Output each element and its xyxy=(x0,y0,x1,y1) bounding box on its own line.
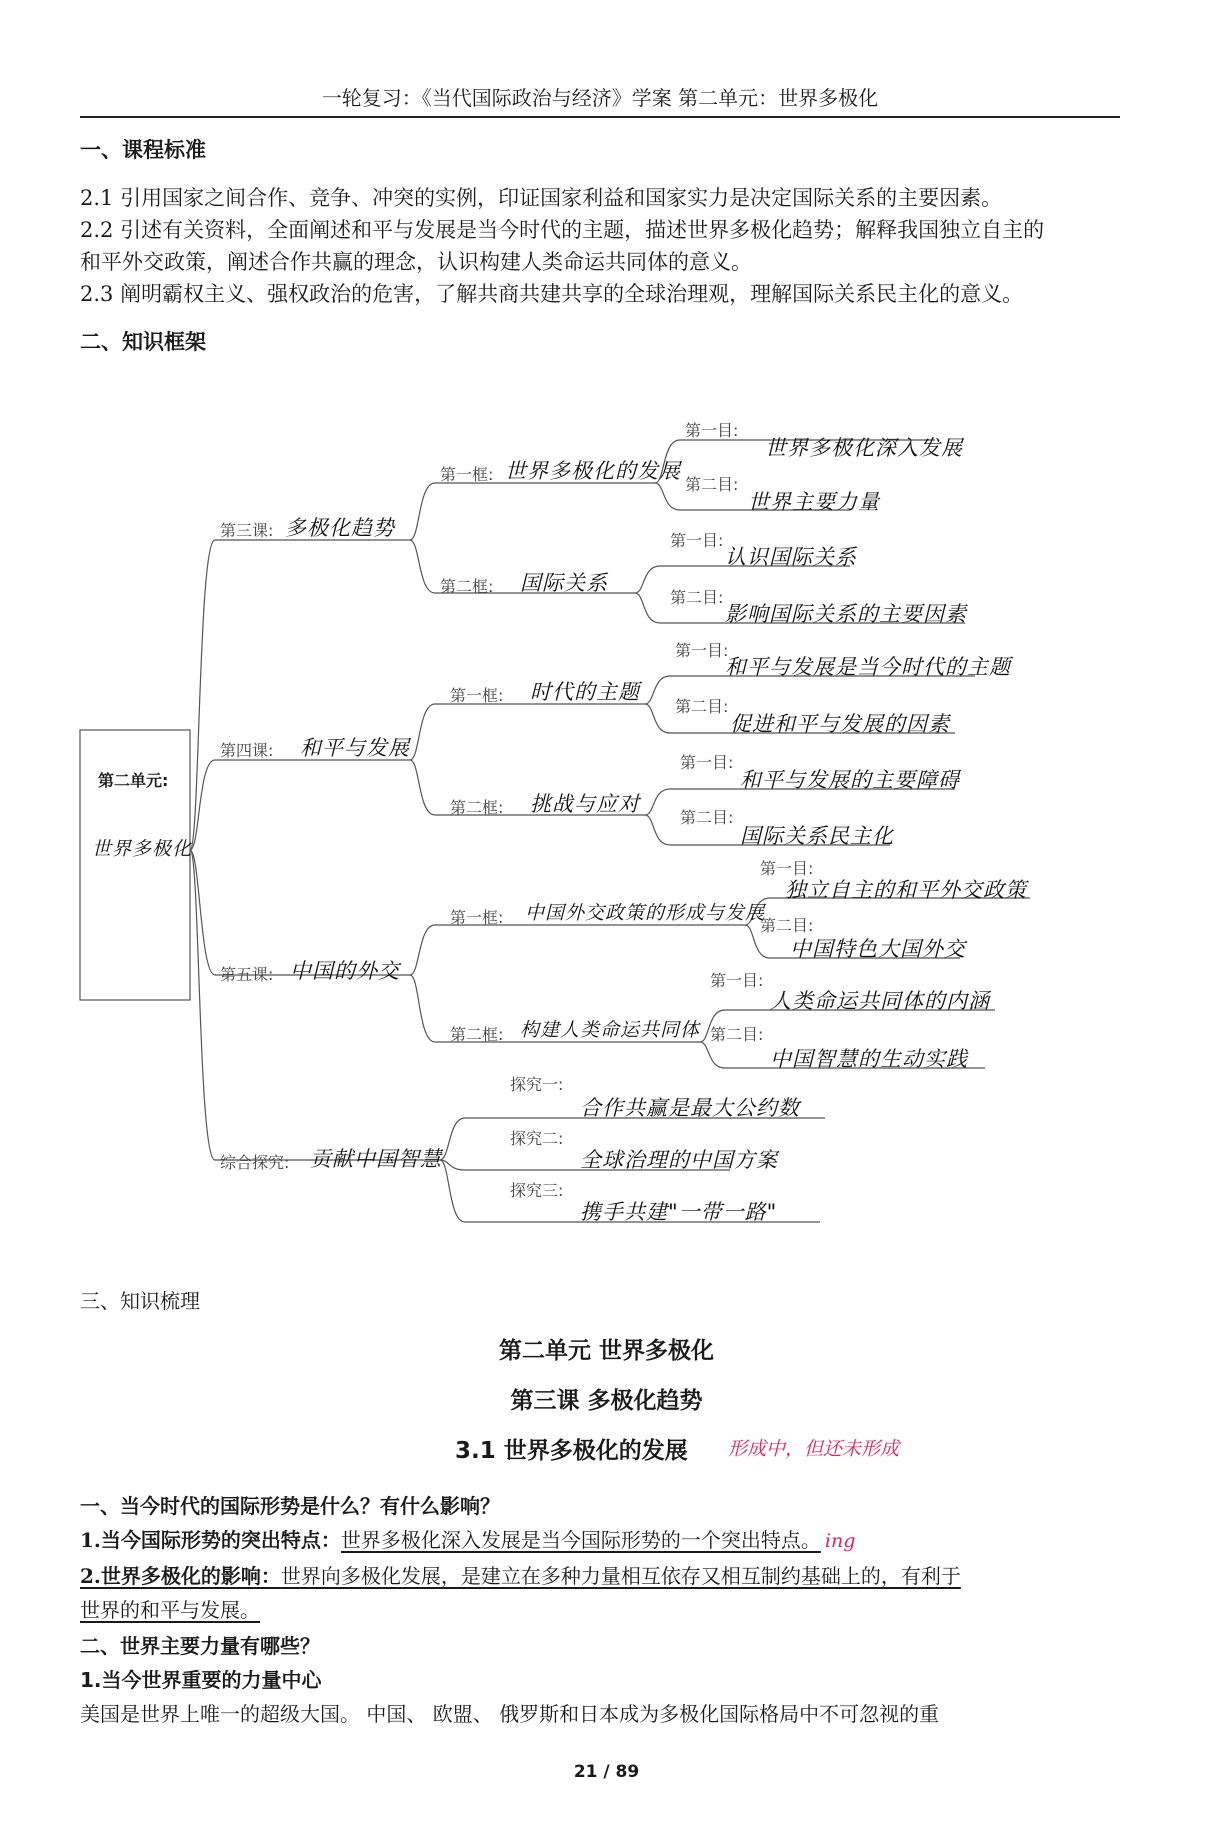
l4-f2-item-1-label: 第一目: xyxy=(680,753,734,772)
l5-frame-2-text: 构建人类命运共同体 xyxy=(520,1019,701,1041)
l4-frame-2-text: 挑战与应对 xyxy=(530,792,640,816)
standard-line-3: 和平外交政策，阐述合作共赢的理念，认识构建人类命运共同体的意义。 xyxy=(80,250,752,274)
standard-line-4: 2.3 阐明霸权主义、强权政治的危害，了解共商共建共享的全球治理观，理解国际关系民主化的意义。 xyxy=(80,282,1024,306)
l4-f1-item-2-text: 促进和平与发展的因素 xyxy=(730,712,950,736)
lesson-5-text: 中国的外交 xyxy=(290,959,400,983)
l4-frame-1-text: 时代的主题 xyxy=(530,680,640,704)
l3-f2-item-1-text: 认识国际关系 xyxy=(725,545,857,569)
l5-f2-item-1-text: 人类命运共同体的内涵 xyxy=(770,989,990,1013)
l5-f1-item-1-label: 第一目: xyxy=(760,859,814,878)
lesson-3-label: 第三课: xyxy=(220,521,274,540)
topic-title: 3.1 世界多极化的发展 xyxy=(455,1438,688,1464)
p1-text: 世界多极化深入发展是当今国际形势的一个突出特点。 xyxy=(340,1528,821,1552)
exploration-2-label: 探究二: xyxy=(510,1129,564,1148)
l5-f1-item-2-text: 中国特色大国外交 xyxy=(790,937,966,961)
section-heading-standards: 一、课程标准 xyxy=(80,138,206,162)
l5-f2-item-2-label: 第二目: xyxy=(710,1025,764,1044)
l4-f2-item-2-text: 国际关系民主化 xyxy=(740,824,894,848)
l5-f1-item-1-text: 独立自主的和平外交政策 xyxy=(785,878,1027,902)
l3-f1-item-1-label: 第一目: xyxy=(685,421,739,440)
lesson-4-text: 和平与发展 xyxy=(300,736,410,760)
unit-title: 第二单元 世界多极化 xyxy=(498,1338,714,1364)
question-1: 一、当今时代的国际形势是什么？有什么影响？ xyxy=(80,1494,500,1518)
standard-line-1: 2.1 引用国家之间合作、竞争、冲突的实例，印证国家利益和国家实力是决定国际关系的主要因素。 xyxy=(80,186,1003,210)
l4-f2-item-2-label: 第二目: xyxy=(680,808,734,827)
l3-f2-item-1-label: 第一目: xyxy=(670,531,724,550)
l3-frame-2-label: 第二框: xyxy=(440,577,494,596)
p2-text-cont: 世界的和平与发展。 xyxy=(80,1598,260,1622)
l5-f2-item-2-text: 中国智慧的生动实践 xyxy=(770,1047,968,1071)
l4-f1-item-1-label: 第一目: xyxy=(675,641,729,660)
subheading-power-centers: 1.当今世界重要的力量中心 xyxy=(80,1668,322,1692)
l3-f1-item-2-label: 第二目: xyxy=(685,475,739,494)
exploration-text: 贡献中国智慧 xyxy=(310,1147,442,1171)
p1-label: 1.当今国际形势的突出特点： xyxy=(80,1528,341,1552)
page-header: 一轮复习：《当代国际政治与经济》学案 第二单元：世界多极化 xyxy=(321,86,879,110)
lesson-title: 第三课 多极化趋势 xyxy=(510,1388,703,1414)
l5-frame-1-label: 第一框: xyxy=(450,908,504,927)
lesson-5-label: 第五课: xyxy=(220,965,274,984)
mindmap-root-label: 第二单元: xyxy=(98,771,169,790)
l3-f1-item-2-text: 世界主要力量 xyxy=(748,490,880,514)
page-number: 21 / 89 xyxy=(573,1762,640,1782)
section-heading-review: 三、知识梳理 xyxy=(80,1289,200,1313)
p2-label: 2.世界多极化的影响： xyxy=(80,1564,281,1588)
l5-frame-1-text: 中国外交政策的形成与发展 xyxy=(525,902,766,924)
exploration-label: 综合探究: xyxy=(220,1153,290,1172)
exploration-1-text: 合作共赢是最大公约数 xyxy=(580,1096,800,1120)
l3-f1-item-1-text: 世界多极化深入发展 xyxy=(765,436,963,460)
topic-handwritten-note: 形成中，但还未形成 xyxy=(728,1438,900,1460)
p2-text: 世界向多极化发展，是建立在多种力量相互依存又相互制约基础上的，有利于 xyxy=(280,1564,961,1588)
l4-frame-1-label: 第一框: xyxy=(450,686,504,705)
exploration-3-label: 探究三: xyxy=(510,1181,564,1200)
lesson-4-label: 第四课: xyxy=(220,741,274,760)
exploration-2-text: 全球治理的中国方案 xyxy=(580,1148,778,1172)
l4-f1-item-1-text: 和平与发展是当今时代的主题 xyxy=(725,655,1011,679)
section-heading-framework: 二、知识框架 xyxy=(80,330,206,354)
mindmap-root-text: 世界多极化 xyxy=(92,838,193,860)
question-2: 二、世界主要力量有哪些？ xyxy=(80,1634,320,1658)
lesson-3-text: 多极化趋势 xyxy=(285,516,395,540)
l3-f2-item-2-text: 影响国际关系的主要因素 xyxy=(725,602,967,626)
l3-frame-1-label: 第一框: xyxy=(440,465,494,484)
l3-frame-1-text: 世界多极化的发展 xyxy=(505,459,681,483)
body-text: 美国是世界上唯一的超级大国。 中国、 欧盟、 俄罗斯和日本成为多极化国际格局中不可忽视的重 xyxy=(80,1702,940,1726)
exploration-3-text: 携手共建"一带一路" xyxy=(580,1200,778,1224)
l3-f2-item-2-label: 第二目: xyxy=(670,588,724,607)
l3-frame-2-text: 国际关系 xyxy=(520,571,608,595)
l5-f1-item-2-label: 第二目: xyxy=(760,916,814,935)
l5-f2-item-1-label: 第一目: xyxy=(710,971,764,990)
p1-handwritten-note: ing xyxy=(824,1530,856,1552)
l4-f1-item-2-label: 第二目: xyxy=(675,697,729,716)
l4-frame-2-label: 第二框: xyxy=(450,798,504,817)
l5-frame-2-label: 第二框: xyxy=(450,1025,504,1044)
standard-line-2: 2.2 引述有关资料，全面阐述和平与发展是当今时代的主题，描述世界多极化趋势；解释我国独立自主的 xyxy=(80,218,1045,242)
exploration-1-label: 探究一: xyxy=(510,1075,564,1094)
l4-f2-item-1-text: 和平与发展的主要障碍 xyxy=(740,768,960,792)
